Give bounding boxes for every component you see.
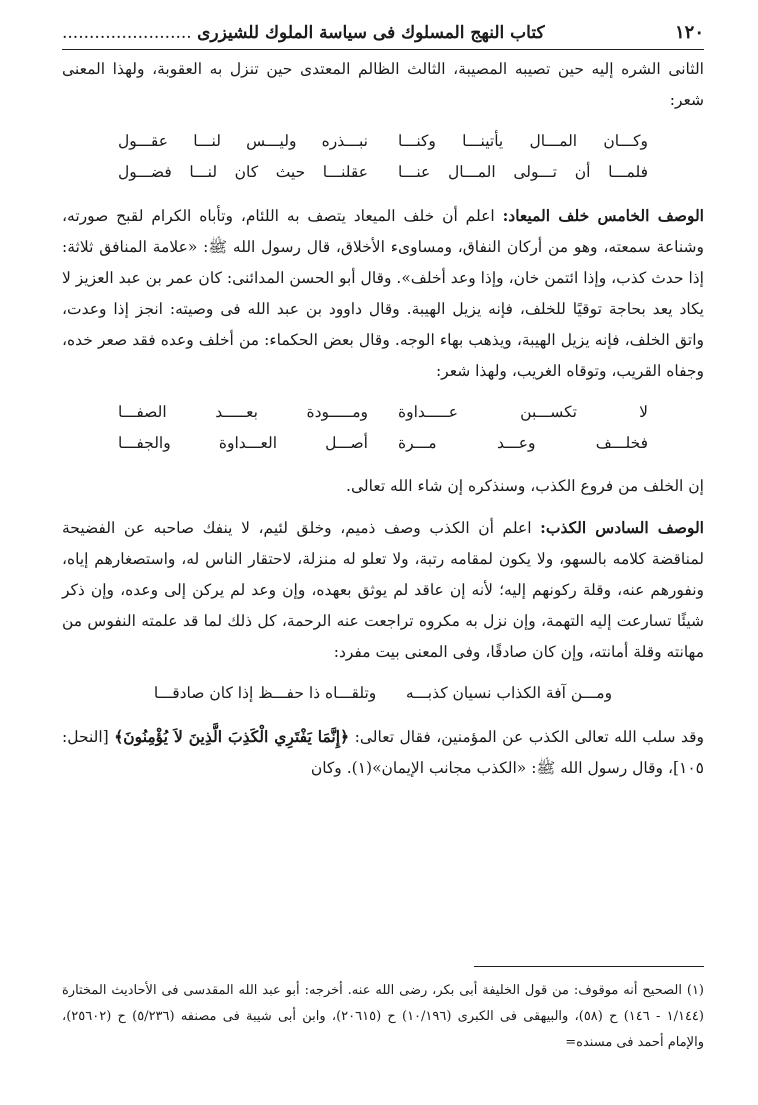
page-number: ١٢٠ xyxy=(674,22,704,43)
paragraph-text: اعلم أن الكذب وصف ذميم، وخلق لئيم، لا ينفك صاحبه عن الفضيحة لمناقضة كلامه بالسهو، ولا يكون لمقامه رتبة، ولا تعلو له منزلة، لاحتقار الناس له، واستصغارهم إياه، ونفورهم عنه، وقلة ركونهم إليه؛ لأنه إن عاقد لم يوثق بعهده، وإن وعد لم يركن إلى وعده، وإن ذكر شيئًا تسارعت إليه التهمة، وإن نزل به مكروه تراجعت عنه الرحمة، كل ذلك لما قد علمته النفوس من مهانته وقلة أمانته، وإن كان صادقًا، وفى المعنى بيت مفرد: xyxy=(62,519,704,661)
paragraph-text: وقد سلب الله تعالى الكذب عن المؤمنين، فقال تعالى: xyxy=(349,728,704,746)
poem-hemistich: أصـــل العـــداوة والجفـــا xyxy=(118,434,368,452)
paragraph: إن الخلف من فروع الكذب، وسنذكره إن شاء الله تعالى. xyxy=(346,477,704,495)
paragraph-text: [النحل: ١٠٥]، وقال رسول الله ﷺ: «الكذب مجانب الإيمان»(١). وكان xyxy=(62,728,704,777)
poem-hemistich: وتلقـــاه ذا حفـــظ إذا كان صادقـــا xyxy=(153,684,377,702)
poem-hemistich: فلمـــا أن تـــولى المـــال عنـــا xyxy=(398,163,648,181)
footnote: (١) الصحيح أنه موقوف: من قول الخليفة أبى بكر، رضى الله عنه. أخرجه: أبو عبد الله المقدسى فى الأحاديث المختارة (١/١٤٤ - ١٤٦) ح (٥٨)، والبيهقى فى الكبرى (١٠/١٩٦) ح (٢٠٦١٥)، وابن أبى شيبة فى مصنفه (٥/٢٣٦) ح (٢٥٦٠٢)، والإمام أحمد فى مسنده= xyxy=(62,983,704,1050)
poem-hemistich: نبـــذره وليـــس لنـــا عقـــول xyxy=(118,132,368,150)
footnote-separator xyxy=(62,966,704,967)
section-heading: الوصف السادس الكذب: xyxy=(540,518,704,537)
paragraph-text: اعلم أن خلف الميعاد يتصف به اللئام، وتأباه الكرام لقبح صورته، وشناعة سمعته، وهو من أركان النفاق، ومساوىء الأخلاق، قال رسول الله ﷺ: «علامة المنافق ثلاثة: إذا حدث كذب، وإذا ائتمن خان، وإذا وعد أخلف». وقال أبو الحسن المدائنى: كان عمر بن عبد العزيز لا يكاد يعد بحاجة توقيًا للخلف، فإنه يزيل الهيبة. وقال داوود بن عبد الله فى وصيته: انجز إذا وعدت، واتق الخلف، فإنه يزيل الهيبة، ويذهب بهاء الوجه. وقال بعض الحكماء: من أخلف وعده فقد صعر خده، وجفاه القريب، وتوقاه الغريب، ولهذا شعر: xyxy=(62,207,704,380)
paragraph xyxy=(62,200,704,387)
paragraph xyxy=(62,512,704,668)
poem-hemistich: ومـــــودة بعـــــد الصفـــا xyxy=(118,403,368,421)
poem-block xyxy=(62,678,704,709)
poem-hemistich: ومـــن آفة الكذاب نسيان كذبـــه xyxy=(405,684,613,702)
poem-hemistich: وكـــان المـــال يأتينـــا وكنـــا xyxy=(398,132,648,150)
poem-verse-line xyxy=(153,678,613,709)
poem-hemistich: لا تكســـبن عـــــداوة xyxy=(398,403,648,421)
book-page xyxy=(62,22,704,784)
poem-hemistich: عقلنـــا حيث كان لنـــا فضـــول xyxy=(118,163,368,181)
paragraph xyxy=(62,721,704,784)
quran-verse: ﴿إِنَّمَا يَفْتَرِي الْكَذِبَ الَّذِينَ لاَ يُؤْمِنُونَ﴾ xyxy=(114,727,350,746)
page-header xyxy=(62,22,704,50)
footnotes xyxy=(62,978,704,1056)
poem-hemistich: فخلـــف وعـــد مـــرة xyxy=(398,434,648,452)
poem-block xyxy=(62,397,704,459)
poem-block xyxy=(62,126,704,188)
section-heading: الوصف الخامس خلف الميعاد: xyxy=(502,206,704,225)
running-title: كتاب النهج المسلوك فى سياسة الملوك للشيزرى ..... xyxy=(62,23,545,43)
paragraph: الثانى الشره إليه حين تصيبه المصيبة، الثالث الظالم المعتدى حين تنزل به العقوبة، ولهذا المعنى شعر: xyxy=(62,60,704,109)
